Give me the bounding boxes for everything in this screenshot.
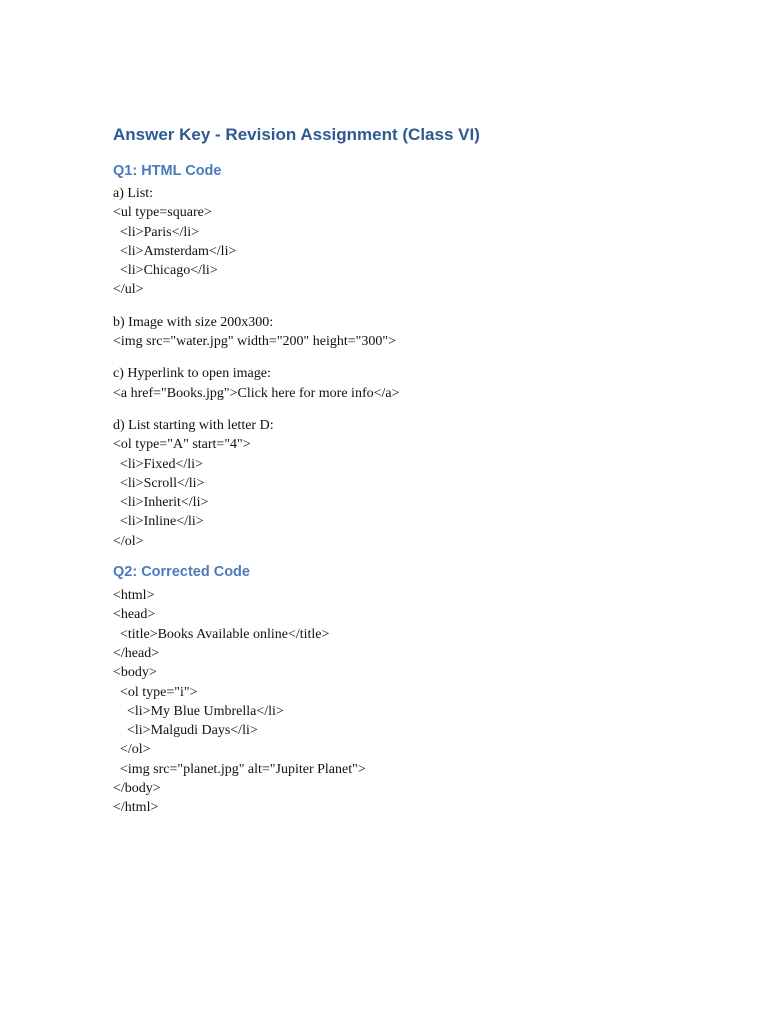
document-page [113, 122, 733, 818]
code-line: </html> [113, 800, 159, 816]
q1-part-c [113, 364, 733, 403]
q1-part-d-label: d) List starting with letter D: [113, 417, 274, 433]
code-line: <li>My Blue Umbrella</li> [113, 703, 284, 719]
code-line: <li>Malgudi Days</li> [113, 723, 258, 739]
document-title: Answer Key - Revision Assignment (Class VI) [113, 125, 480, 144]
code-line: <ol type="A" start="4"> [113, 437, 251, 453]
code-line: </body> [113, 781, 161, 797]
q1-heading: Q1: HTML Code [113, 163, 222, 179]
code-line: <li>Paris</li> [113, 224, 200, 240]
q1-part-b-label: b) Image with size 200x300: [113, 314, 274, 330]
q1-part-b [113, 313, 733, 352]
code-line: <head> [113, 607, 156, 623]
code-line: <html> [113, 588, 155, 604]
code-line: <li>Fixed</li> [113, 456, 203, 472]
code-line: </ul> [113, 282, 144, 298]
code-line: <li>Inherit</li> [113, 495, 209, 511]
code-line: </ol> [113, 533, 144, 549]
code-line: <li>Scroll</li> [113, 475, 205, 491]
q2-heading: Q2: Corrected Code [113, 564, 250, 581]
q1-part-c-label: c) Hyperlink to open image: [113, 366, 271, 382]
code-line: <a href="Books.jpg">Click here for more info</a> [113, 385, 400, 401]
code-line: <body> [113, 665, 157, 681]
code-line: </ol> [113, 742, 151, 758]
code-line: <img src="water.jpg" width="200" height="300"> [113, 334, 396, 350]
code-line: <ul type=square> [113, 205, 212, 221]
code-line: <li>Chicago</li> [113, 263, 218, 279]
code-line: <li>Inline</li> [113, 514, 204, 530]
code-line: <li>Amsterdam</li> [113, 243, 237, 259]
code-line: </head> [113, 645, 160, 661]
q1-part-a [113, 184, 733, 300]
q1-part-d [113, 416, 733, 551]
q1-part-a-label: a) List: [113, 186, 154, 201]
q2-corrected-code [113, 586, 733, 818]
code-line: <img src="planet.jpg" alt="Jupiter Planet"> [113, 761, 366, 777]
code-line: <title>Books Available online</title> [113, 626, 330, 642]
code-line: <ol type="i"> [113, 684, 198, 700]
